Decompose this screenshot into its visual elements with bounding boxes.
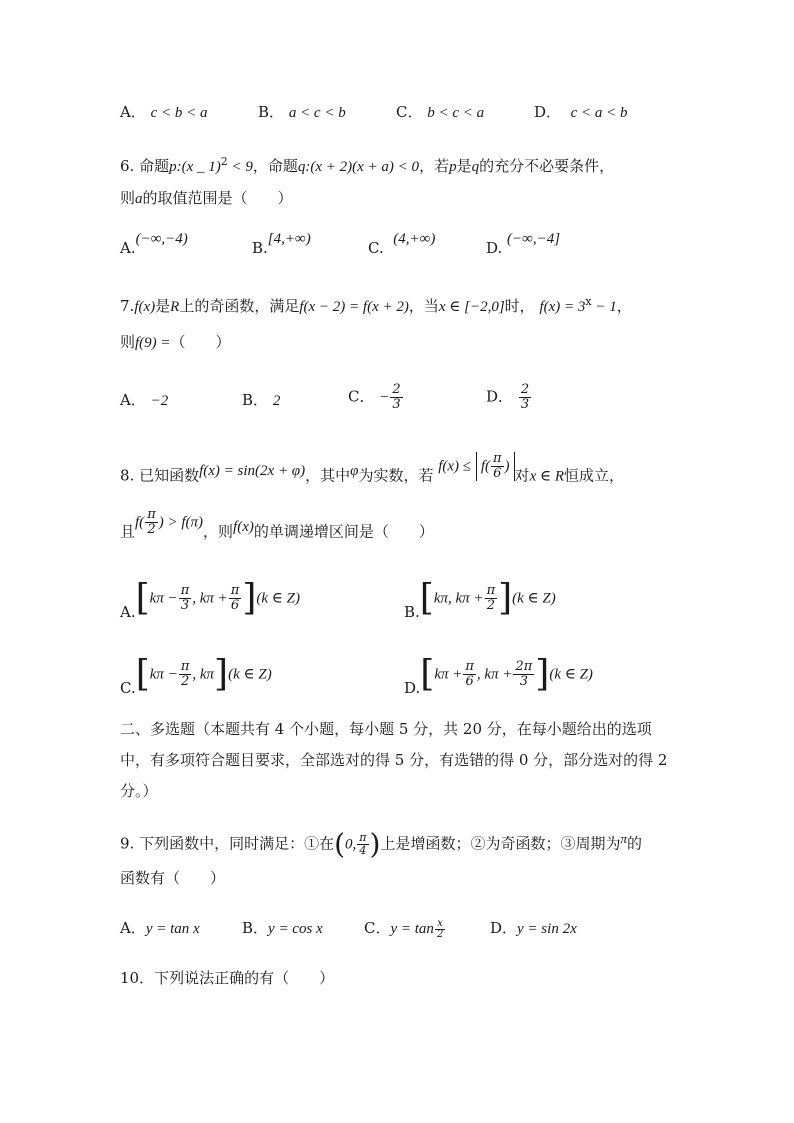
q7-stem-line2: 则f(9) =（ ） [120, 333, 231, 351]
q5-option-b: B． a < c < b [258, 103, 346, 121]
q5-option-c: C． b < c < a [396, 103, 485, 121]
q8-option-d: D.[kπ + $\frac{\pi}{6}$ , kπ + $\frac{2\pi}{3}$ ](k ∈ Z) [404, 653, 593, 697]
q7-option-d: D． $\frac{2}{3}$ [486, 382, 530, 412]
q6-option-a: A.(−∞,−4) [120, 231, 188, 257]
q6-option-c: C. (4,+∞) [368, 231, 436, 257]
q6-option-b: B.[4,+∞) [252, 231, 311, 257]
q6-stem-line2: 则a的取值范围是（ ） [120, 189, 293, 207]
q8-option-a: A.[kπ − $\frac{\pi}{3}$ , kπ + $\frac{\pi}{6}$ ](k ∈ Z) [120, 577, 300, 621]
q9-option-a: A．y = tan x [120, 919, 200, 937]
q7-option-b: B． 2 [242, 391, 281, 409]
q6-option-d: D. (−∞,−4] [486, 231, 561, 257]
q7-option-c: C． − $\frac{2}{3}$ [348, 382, 401, 412]
q9-stem-line2: 函数有（ ） [120, 869, 226, 887]
q9-stem: 9. 下列函数中，同时满足：①在(0, $\frac{\pi}{4}$ )上是增函数；②为奇函数；③周期为π的 [120, 827, 642, 861]
q5-option-d: D． c < a < b [534, 103, 628, 121]
q9-option-d: D．y = sin 2x [490, 919, 577, 937]
q9-option-c: C．y = tan $\frac{x}{2}$ [364, 917, 444, 940]
q7-option-a: A． −2 [120, 391, 169, 409]
q8-option-c: C.[kπ − $\frac{\pi}{2}$ , kπ](k ∈ Z) [120, 653, 272, 697]
q6-stem: 6. 命题p:(x _ 1)$^2$ < 9，命题q:(x + 2)(x + a) < 0，若p是q的充分不必要条件， [120, 155, 615, 175]
q5-option-a: A． c < b < a [120, 103, 208, 121]
q8-stem-line2: 且f( $\frac{\pi}{2}$ ) > f(π)，则f(x)的单调递增区间是（ ） [120, 507, 434, 541]
section-2-heading: 二、多选题（本题共有 4 个小题，每小题 5 分，共 20 分，在每小题给出的选项中，有多项符合题目要求，全部选对的得 5 分，有选错的得 0 分，部分选对的得 2 分。） [120, 720, 668, 800]
q8-stem: 8. 已知函数f(x) = sin(2x + φ)，其中φ为实数，若 f(x) ≤ f( $\frac{\pi}{6}$ ) 对x ∈ R恒成立， [120, 451, 625, 485]
q10-stem: 10．下列说法正确的有（ ） [120, 969, 335, 987]
q7-stem: 7.f(x)是R上的奇函数，满足f(x − 2) = f(x + 2)，当x ∈ [−2,0]时， $f(x) = 3^x - 1$， [120, 295, 632, 315]
q9-option-b: B．y = cos x [242, 919, 323, 937]
q8-option-b: B.[kπ, kπ + $\frac{\pi}{2}$ ](k ∈ Z) [404, 577, 556, 621]
